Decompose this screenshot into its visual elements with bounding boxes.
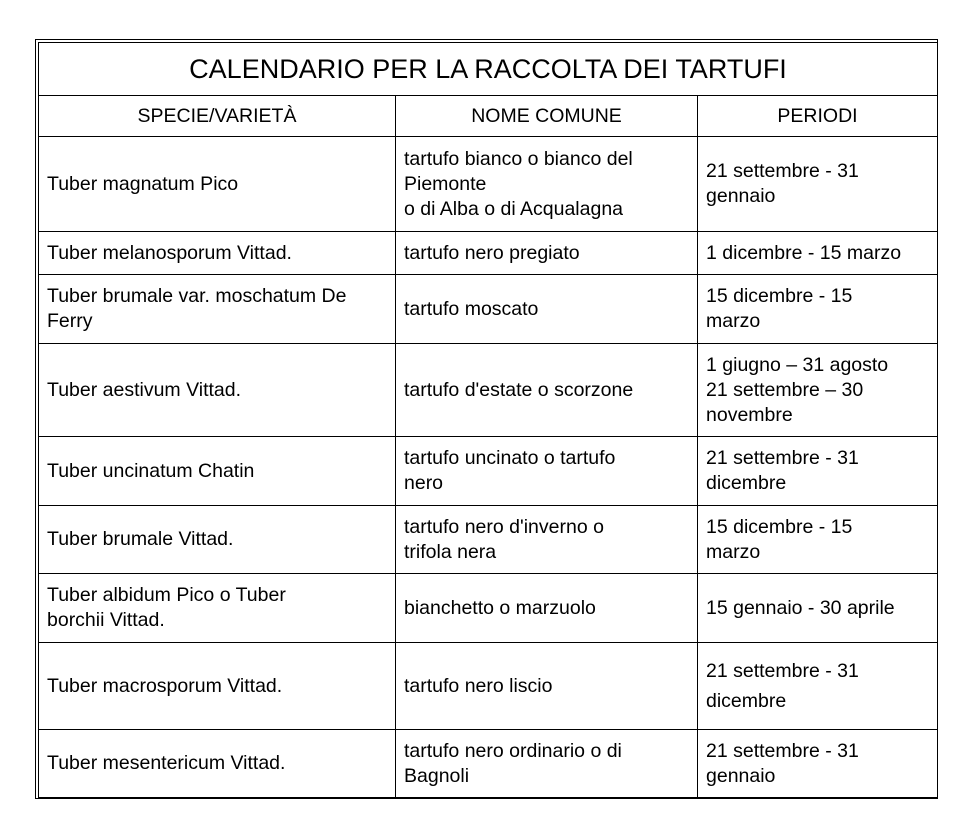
table-row	[39, 643, 938, 730]
species-cell: Tuber macrosporum Vittad.	[39, 643, 396, 730]
species-cell: Tuber uncinatum Chatin	[39, 437, 396, 506]
title-row	[39, 43, 938, 96]
period-cell: 21 settembre - 31 gennaio	[698, 137, 938, 232]
common-name-cell: tartufo bianco o bianco del Piemonte o di Alba o di Acqualagna	[396, 137, 698, 232]
table-row	[39, 137, 938, 232]
table-title: CALENDARIO PER LA RACCOLTA DEI TARTUFI	[39, 43, 938, 96]
species-cell: Tuber aestivum Vittad.	[39, 344, 396, 437]
table-row	[39, 275, 938, 344]
period-cell: 1 giugno – 31 agosto 21 settembre – 30 novembre	[698, 344, 938, 437]
species-cell: Tuber mesentericum Vittad.	[39, 730, 396, 798]
table-row	[39, 506, 938, 574]
species-cell: Tuber melanosporum Vittad.	[39, 232, 396, 275]
species-cell: Tuber brumale Vittad.	[39, 506, 396, 574]
common-name-cell: tartufo nero liscio	[396, 643, 698, 730]
period-cell: 15 dicembre - 15 marzo	[698, 275, 938, 344]
header-common-name: NOME COMUNE	[396, 96, 698, 137]
common-name-cell: tartufo nero d'inverno o trifola nera	[396, 506, 698, 574]
table-row	[39, 437, 938, 506]
common-name-cell: tartufo nero pregiato	[396, 232, 698, 275]
common-name-cell: tartufo uncinato o tartufo nero	[396, 437, 698, 506]
common-name-cell: tartufo moscato	[396, 275, 698, 344]
period-cell: 15 gennaio - 30 aprile	[698, 574, 938, 643]
table-row	[39, 730, 938, 798]
truffle-calendar-frame	[35, 39, 938, 799]
common-name-cell: tartufo d'estate o scorzone	[396, 344, 698, 437]
species-cell: Tuber brumale var. moschatum De Ferry	[39, 275, 396, 344]
common-name-cell: bianchetto o marzuolo	[396, 574, 698, 643]
period-cell: 21 settembre - 31 dicembre	[698, 437, 938, 506]
period-cell: 15 dicembre - 15 marzo	[698, 506, 938, 574]
header-row	[39, 96, 938, 137]
common-name-cell: tartufo nero ordinario o di Bagnoli	[396, 730, 698, 798]
table-row	[39, 574, 938, 643]
species-cell: Tuber albidum Pico o Tuber borchii Vittad.	[39, 574, 396, 643]
species-cell: Tuber magnatum Pico	[39, 137, 396, 232]
period-cell: 21 settembre - 31 dicembre	[698, 643, 938, 730]
header-periods: PERIODI	[698, 96, 938, 137]
period-cell: 1 dicembre - 15 marzo	[698, 232, 938, 275]
table-row	[39, 232, 938, 275]
table-row	[39, 344, 938, 437]
truffle-calendar-table	[38, 42, 938, 798]
header-species: SPECIE/VARIETÀ	[39, 96, 396, 137]
period-cell: 21 settembre - 31 gennaio	[698, 730, 938, 798]
